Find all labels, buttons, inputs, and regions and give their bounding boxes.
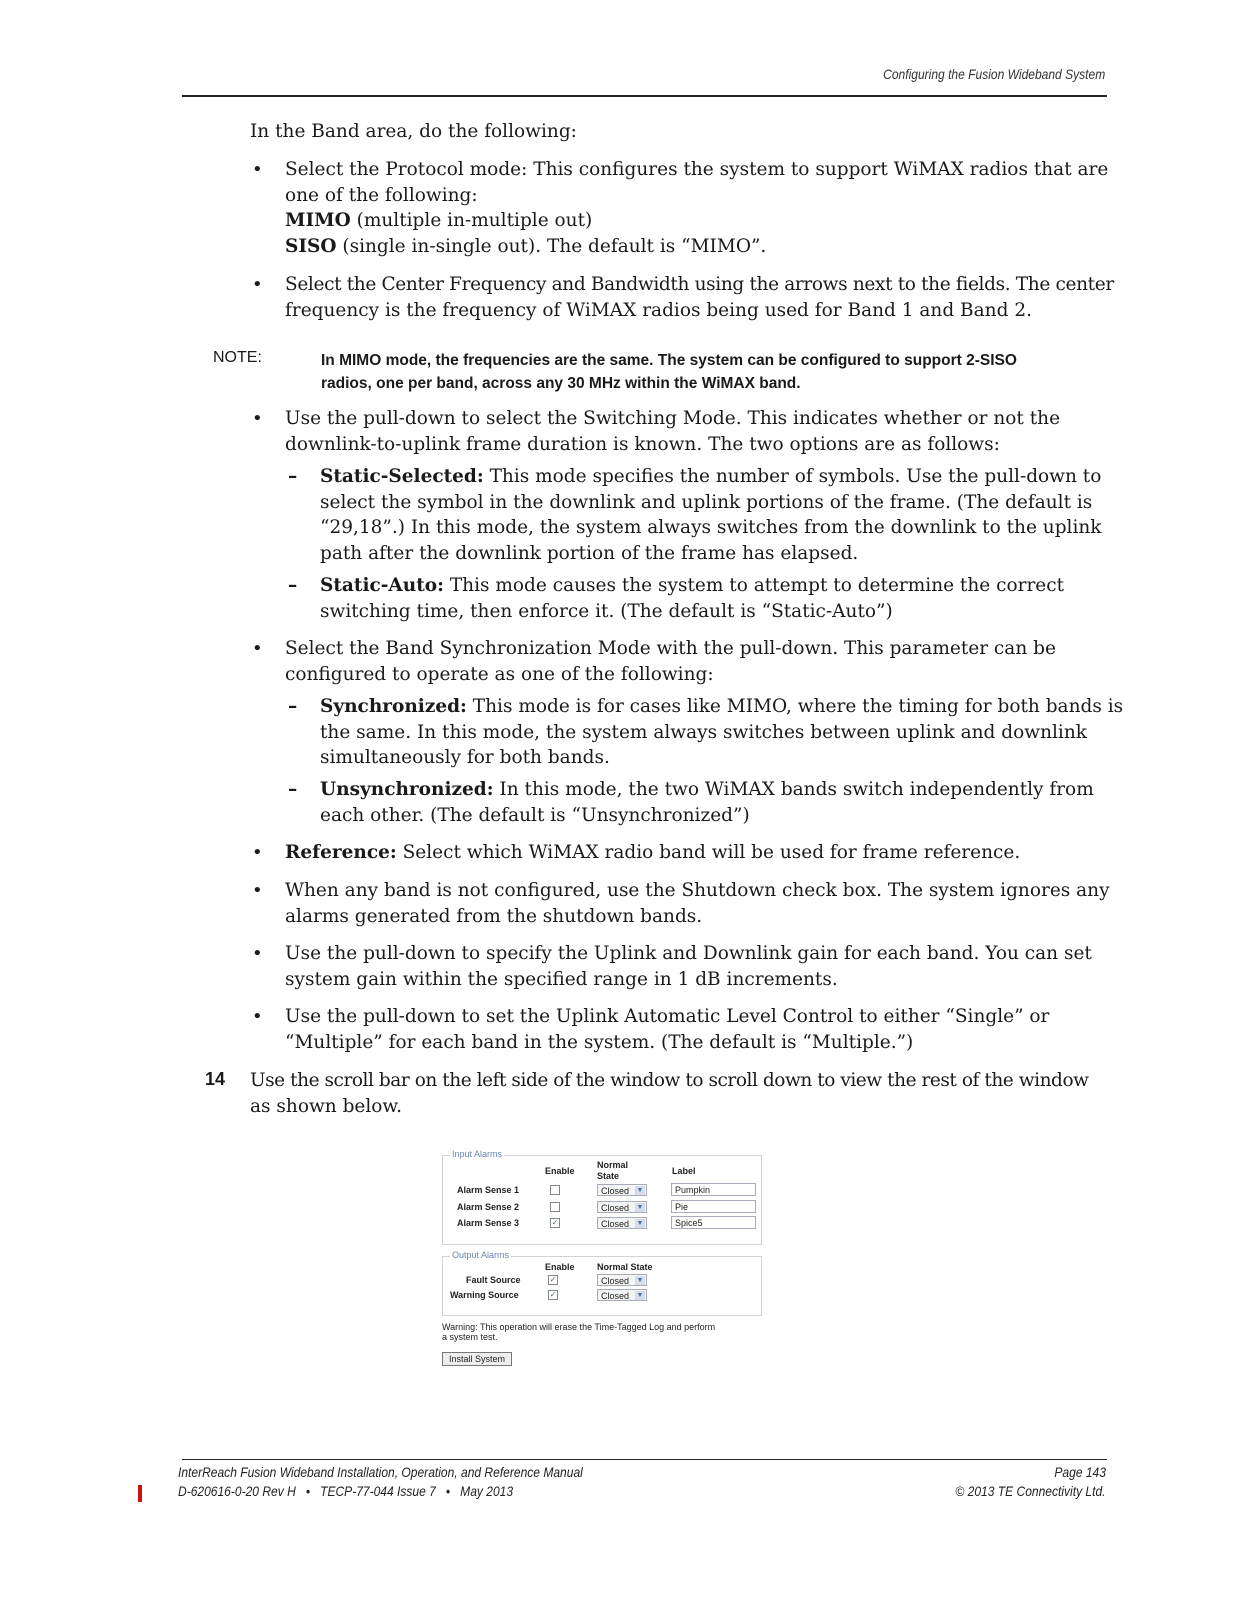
col-normal: Normal (597, 1160, 629, 1170)
col-label: Label (672, 1166, 696, 1176)
text-line: “Multiple” for each band in the system. (The default is “Multiple.”) (285, 1031, 914, 1053)
text-span: In this mode, the two WiMAX bands switch independently from (493, 779, 1094, 800)
footer-separator: • (305, 1483, 311, 1499)
footer-rule (182, 1459, 1107, 1460)
text-line (320, 777, 1094, 803)
footer-copyright: © 2013 TE Connectivity Ltd. (955, 1483, 1106, 1499)
footer-issue: TECP-77-044 Issue 7 (320, 1483, 436, 1499)
alarm-sense-3-label: Alarm Sense 3 (457, 1218, 520, 1228)
text-line: radios, one per band, across any 30 MHz within the WiMAX band. (321, 375, 801, 392)
siso-term: SISO (285, 235, 337, 257)
text-line: “29,18”.) In this mode, the system always switches from the downlink to the uplink (320, 517, 1102, 539)
footer-separator: • (445, 1483, 451, 1499)
input-alarms-legend: Input Alarms (452, 1149, 503, 1159)
chevron-down-icon: ▼ (636, 1204, 644, 1211)
chevron-down-icon: ▼ (636, 1277, 644, 1284)
text-line: Select the Band Synchronization Mode with the pull-down. This parameter can be (285, 638, 1056, 659)
alarm-sense-2-state-select[interactable] (597, 1201, 647, 1213)
alarm-sense-2-label: Alarm Sense 2 (457, 1202, 520, 1212)
fault-source-state-select[interactable] (597, 1274, 647, 1286)
select-value: Closed (601, 1203, 630, 1213)
text-line: as shown below. (250, 1095, 402, 1117)
mimo-term: MIMO (285, 210, 351, 232)
footer-page-number: Page 143 (1054, 1464, 1106, 1480)
text-line: each other. (The default is “Unsynchronized”) (320, 804, 750, 826)
bullet-marker: • (252, 274, 263, 295)
dash-marker: – (288, 575, 298, 596)
siso-text: (single in-single out). The default is “MIMO”. (336, 235, 767, 257)
text-line: simultaneously for both bands. (320, 747, 610, 769)
alarm-sense-1-state-select[interactable] (597, 1184, 647, 1196)
dash-marker: – (288, 779, 298, 800)
warning-source-state-select[interactable] (597, 1289, 647, 1301)
running-header: Configuring the Fusion Wideband System (882, 66, 1105, 82)
note-text (321, 349, 1111, 395)
text-span: This mode is for cases like MIMO, where the timing for both bands is (466, 696, 1124, 717)
dash-marker: – (288, 466, 298, 487)
text-line: Select the Protocol mode: This configures the system to support WiMAX radios that are (285, 159, 1109, 180)
alarm-sense-2-label-input[interactable]: Pie (671, 1200, 756, 1213)
alarm-sense-1-checkbox[interactable] (550, 1185, 560, 1195)
bullet-center-frequency (285, 272, 1114, 323)
col-state: State (597, 1171, 620, 1181)
col-enable: Enable (545, 1166, 575, 1176)
alarm-sense-2-checkbox[interactable] (550, 1202, 560, 1212)
sub-static-auto (320, 573, 1064, 624)
term-reference: Reference: (285, 842, 397, 863)
footer-doc-id: D-620616-0-20 Rev H (178, 1483, 296, 1499)
text-line (320, 464, 1102, 490)
note-label: NOTE: (213, 349, 262, 366)
term-unsynchronized: Unsynchronized: (320, 779, 494, 800)
bullet-shutdown (285, 878, 1110, 929)
text-line: select the symbol in the downlink and uplink portions of the frame. (The default is (320, 491, 1093, 513)
text-line: configured to operate as one of the following: (285, 663, 714, 685)
text-line: In MIMO mode, the frequencies are the same. The system can be configured to support 2-SISO (321, 352, 1017, 369)
install-system-button[interactable]: Install System (442, 1352, 512, 1366)
dash-marker: – (288, 696, 298, 717)
footer-date: May 2013 (460, 1483, 514, 1499)
warning-source-checkbox[interactable]: ✓ (549, 1290, 557, 1299)
text-line: When any band is not configured, use the Shutdown check box. The system ignores any (285, 880, 1110, 901)
header-rule (182, 95, 1107, 97)
text-line: downlink-to-uplink frame duration is known. The two options are as follows: (285, 433, 1000, 455)
bullet-marker: • (252, 880, 263, 901)
bullet-reference (285, 840, 1020, 866)
sub-synchronized (320, 694, 1123, 771)
footer-manual-title: InterReach Fusion Wideband Installation, Operation, and Reference Manual (178, 1464, 583, 1480)
select-value: Closed (601, 1219, 630, 1229)
output-alarms-legend: Output Alarms (452, 1250, 510, 1260)
fault-source-label: Fault Source (466, 1275, 521, 1285)
select-value: Closed (601, 1276, 630, 1286)
col-normal-state: Normal State (597, 1262, 653, 1272)
chevron-down-icon: ▼ (636, 1187, 644, 1194)
alarm-sense-3-state-select[interactable] (597, 1217, 647, 1229)
fault-source-checkbox[interactable]: ✓ (549, 1275, 557, 1284)
text-span: Select which WiMAX radio band will be used for frame reference. (396, 842, 1021, 863)
alarm-sense-1-label-input[interactable]: Pumpkin (671, 1183, 756, 1196)
bullet-switching-mode (285, 406, 1060, 457)
bullet-marker: • (252, 408, 263, 429)
text-line: the same. In this mode, the system always switches between uplink and downlink (320, 721, 1087, 743)
chevron-down-icon: ▼ (636, 1292, 644, 1299)
step-14-text (250, 1068, 1089, 1119)
text-span: This mode causes the system to attempt to determine the correct (443, 575, 1065, 596)
text-line: Use the scroll bar on the left side of the window to scroll down to view the rest of the window (250, 1070, 1089, 1091)
alarm-sense-3-label-input[interactable]: Spice5 (671, 1216, 756, 1229)
text-line: system gain within the specified range in 1 dB increments. (285, 968, 838, 990)
bullet-marker: • (252, 1006, 263, 1027)
text-line (285, 840, 1020, 866)
mimo-line (285, 208, 1108, 234)
siso-line (285, 234, 1108, 260)
footer-doc-info (178, 1483, 513, 1499)
term-synchronized: Synchronized: (320, 696, 467, 717)
intro-text: In the Band area, do the following: (250, 121, 577, 142)
col-enable: Enable (545, 1262, 575, 1272)
bullet-marker: • (252, 842, 263, 863)
bullet-band-sync (285, 636, 1056, 687)
mimo-text: (multiple in-multiple out) (350, 210, 593, 232)
chevron-down-icon: ▼ (636, 1220, 644, 1227)
bullet-marker: • (252, 159, 263, 180)
warning-text-line-1: Warning: This operation will erase the Time-Tagged Log and perform (442, 1322, 716, 1332)
sub-unsynchronized (320, 777, 1094, 828)
step-number: 14 (205, 1069, 226, 1089)
term-static-auto: Static-Auto: (320, 575, 444, 596)
text-line: switching time, then enforce it. (The default is “Static-Auto”) (320, 600, 893, 622)
bullet-marker: • (252, 943, 263, 964)
warning-text-line-2: a system test. (442, 1332, 498, 1342)
alarms-screenshot (440, 1148, 770, 1373)
text-line: one of the following: (285, 184, 478, 206)
text-line (320, 694, 1123, 720)
text-line: alarms generated from the shutdown bands. (285, 905, 703, 927)
text-line: Use the pull-down to select the Switching Mode. This indicates whether or not the (285, 408, 1061, 429)
bullet-gain (285, 941, 1092, 992)
select-value: Closed (601, 1291, 630, 1301)
select-value: Closed (601, 1186, 630, 1196)
text-line: Use the pull-down to specify the Uplink and Downlink gain for each band. You can set (285, 943, 1092, 964)
term-static-selected: Static-Selected: (320, 466, 484, 487)
text-line: path after the downlink portion of the frame has elapsed. (320, 542, 859, 564)
bullet-protocol-mode (285, 157, 1108, 259)
warning-source-label: Warning Source (450, 1290, 519, 1300)
text-line: Select the Center Frequency and Bandwidth using the arrows next to the fields. The center (285, 274, 1114, 295)
alarm-sense-3-checkbox[interactable]: ✓ (551, 1218, 559, 1227)
text-line: Use the pull-down to set the Uplink Automatic Level Control to either “Single” or (285, 1006, 1050, 1027)
sub-static-selected (320, 464, 1102, 566)
alarm-sense-1-label: Alarm Sense 1 (457, 1185, 520, 1195)
bullet-alc (285, 1004, 1049, 1055)
text-span: This mode specifies the number of symbols. Use the pull-down to (483, 466, 1102, 487)
text-line (320, 573, 1064, 599)
text-line: frequency is the frequency of WiMAX radios being used for Band 1 and Band 2. (285, 299, 1032, 321)
revision-change-bar (138, 1485, 142, 1502)
bullet-marker: • (252, 638, 263, 659)
